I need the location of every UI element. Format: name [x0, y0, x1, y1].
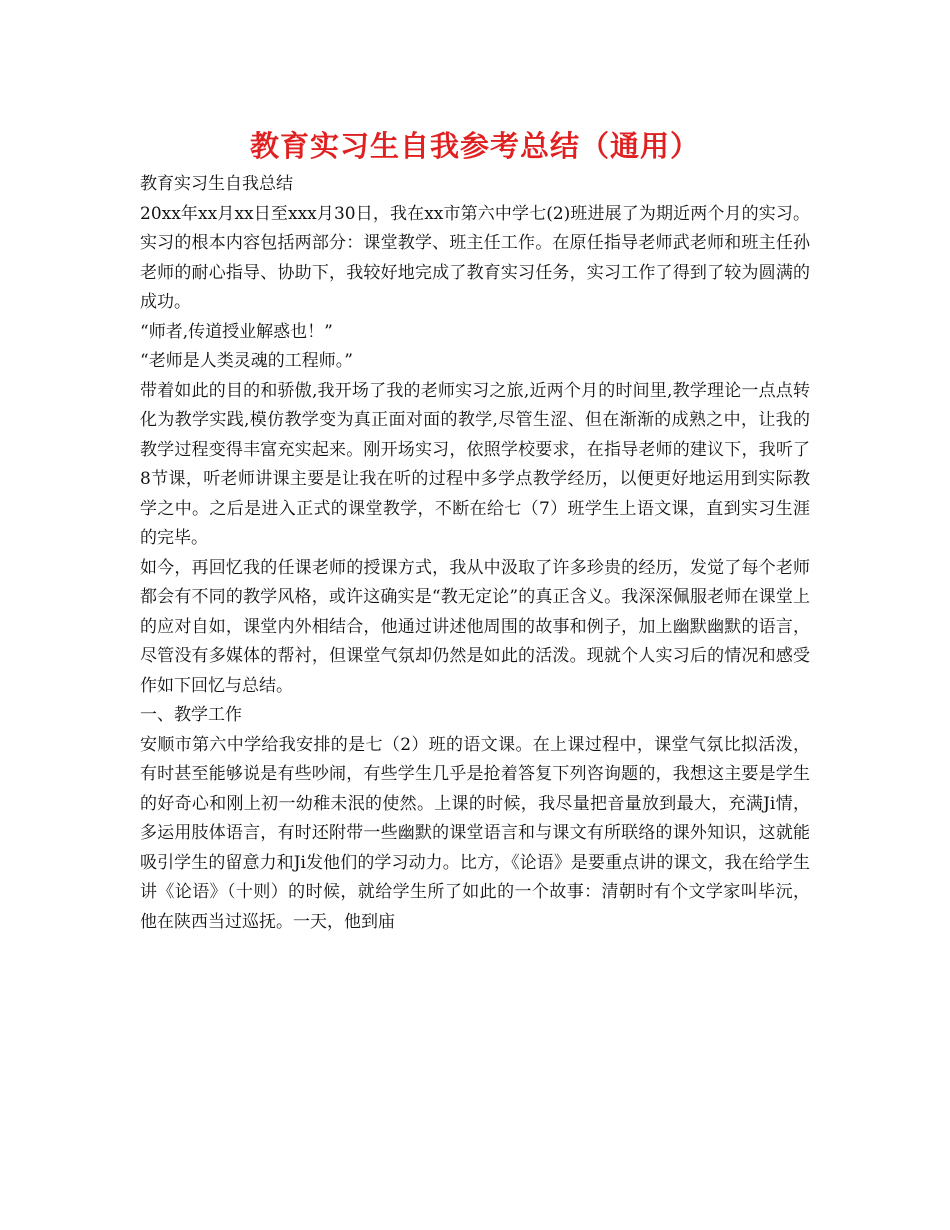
paragraph-journey: 带着如此的目的和骄傲,我开场了我的老师实习之旅,近两个月的时间里,教学理论一点点转化为教学实践,模仿教学变为真正面对面的教学,尽管生涩、但在渐渐的成熟之中，让我的教学过程变得丰富充实起来。刚开场实习，依照学校要求，在指导老师的建议下，我听了8节课，听老师讲课主要是让我在听的过程中多学点教学经历，以便更好地运用到实际教学之中。之后是进入正式的课堂教学，不断在给七（7）班学生上语文课，直到实习生涯的完毕。 [140, 380, 810, 548]
document-title: 教育实习生自我参考总结（通用） [249, 129, 700, 163]
paragraph-reflection: 如今，再回忆我的任课老师的授课方式，我从中汲取了许多珍贵的经历，发觉了每个老师都会有不同的教学风格，或许这确实是“教无定论”的真正含义。我深深佩服老师在课堂上的应对自如，课堂内外相结合，他通过讲述他周围的故事和例子，加上幽默幽默的语言，尽管没有多媒体的帮衬，但课堂气氛却仍然是如此的活泼。现就个人实习后的情况和感受作如下回忆与总结。 [140, 557, 810, 696]
paragraph-teaching: 安顺市第六中学给我安排的是七（2）班的语文课。在上课过程中，课堂气氛比拟活泼，有时甚至能够说是有些吵闹，有些学生几乎是抢着答复下列咨询题的，我想这主要是学生的好奇心和刚上初一幼稚未泯的使然。上课的时候，我尽量把音量放到最大，充满Ji情，多运用肢体语言，有时还附带一些幽默的课堂语言和与课文有所联络的课外知识，这就能吸引学生的留意力和Ji发他们的学习动力。比方，《论语》是要重点讲的课文，我在给学生讲《论语》（十则）的时候，就给学生所了如此的一个故事：清朝时有个文学家叫毕沅，他在陕西当过巡抚。一天，他到庙 [140, 734, 810, 932]
paragraph-intro: 20xx年xx月xx日至xxx月30日，我在xx市第六中学七(2)班进展了为期近两个月的实习。实习的根本内容包括两部分：课堂教学、班主任工作。在原任指导老师武老师和班主任孙老师的耐心指导、协助下，我较好地完成了教育实习任务，实习工作了得到了较为圆满的成功。 [140, 203, 810, 312]
paragraph-subtitle: 教育实习生自我总结 [140, 174, 293, 194]
section-heading-teaching: 一、教学工作 [140, 705, 242, 725]
paragraph-quote-1: “师者,传道授业解惑也！” [140, 321, 333, 342]
paragraph-quote-2: “老师是人类灵魂的工程师。” [140, 351, 353, 371]
document-page [140, 124, 810, 937]
